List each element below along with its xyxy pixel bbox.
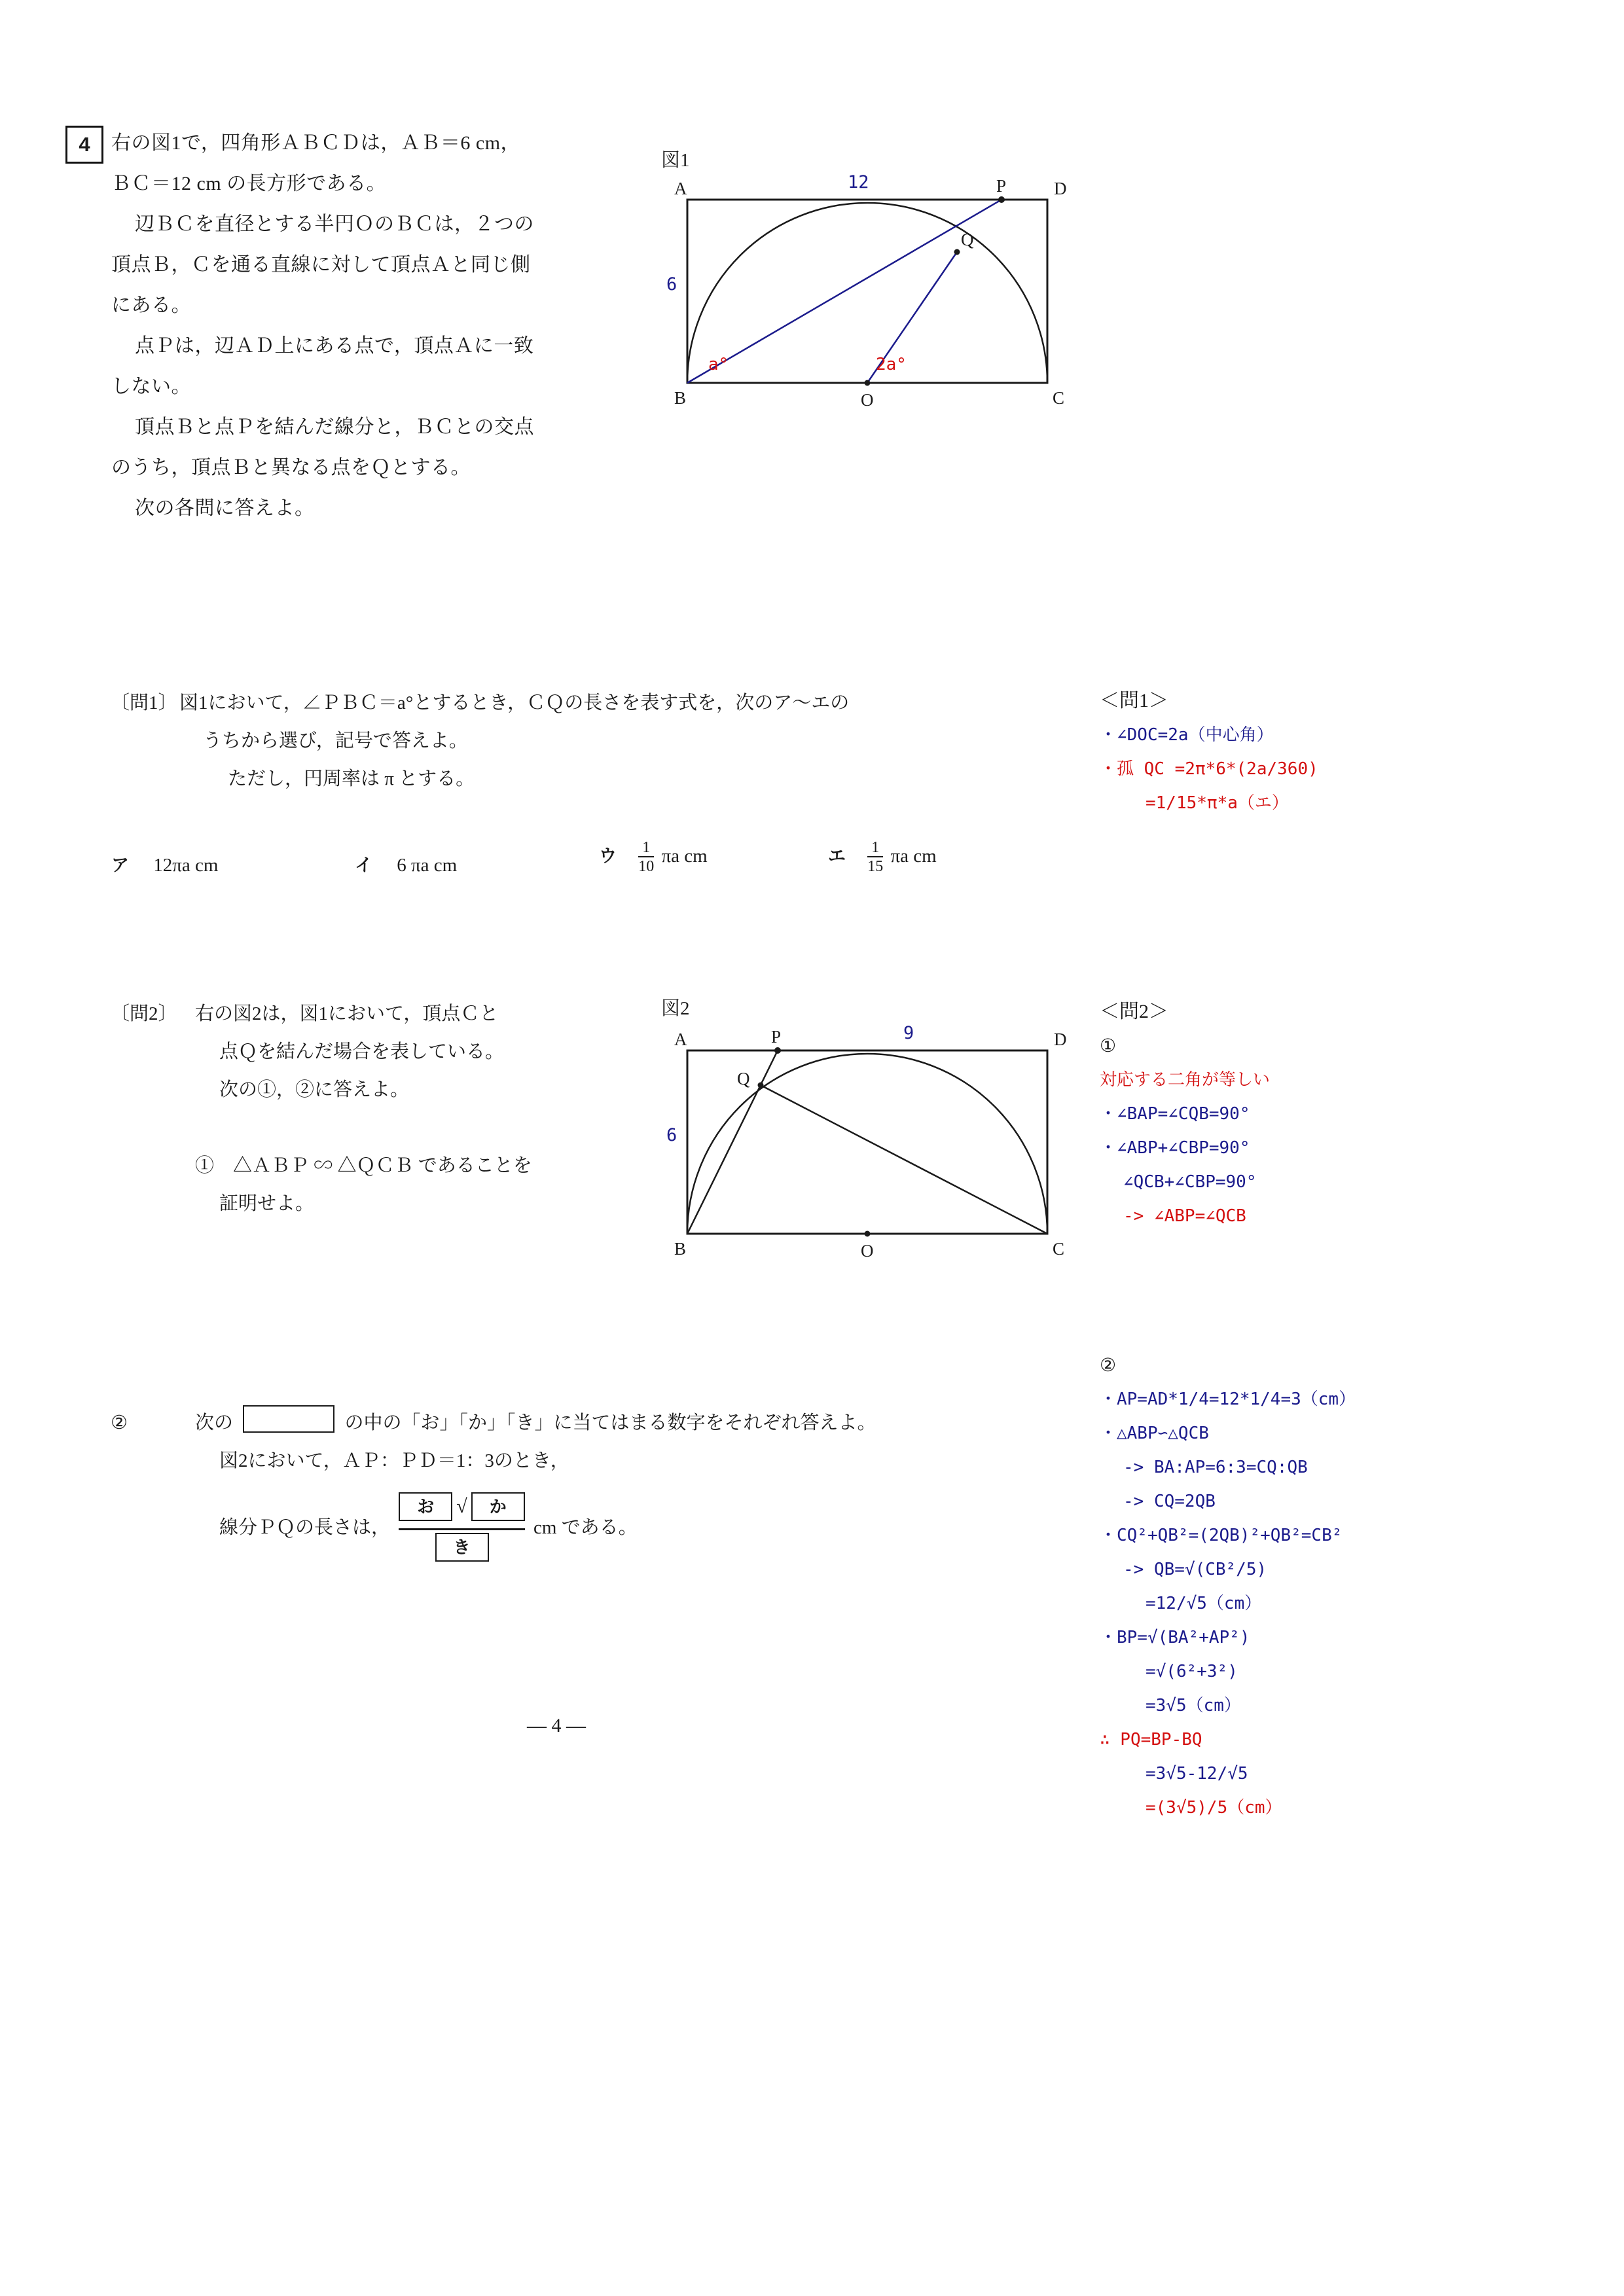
choice-b-text: 6 πa cm: [397, 855, 458, 876]
intro-line-9: のうち，頂点Ｂと異なる点をＱとする。: [111, 457, 471, 478]
choice-a-text: 12πa cm: [153, 855, 219, 876]
answer-q1-line-2: ・孤 QC =2π*6*(2a/360): [1100, 759, 1318, 779]
svg-text:2a°: 2a°: [876, 355, 907, 374]
question-2-sub2-marker: ②: [111, 1412, 128, 1433]
figure-2-caption: 図2: [661, 998, 690, 1019]
choice-b[interactable]: [355, 851, 457, 876]
question-2-sub2-line-1: [195, 1404, 876, 1442]
question-1-line-1: 図1において，∠ＰＢＣ＝a°とするとき，ＣＱの長さを表す式を，次のア～エの: [179, 692, 850, 713]
svg-text:Q: Q: [737, 1069, 750, 1088]
sub2-line3-text-b: cm である。: [533, 1517, 638, 1538]
question-1-line-3: ただし，円周率は π とする。: [228, 768, 475, 789]
figure-1: [661, 173, 1106, 435]
sub2-text-a: 次の: [195, 1412, 234, 1433]
choice-c[interactable]: [599, 839, 708, 876]
blank-o[interactable]: お: [399, 1492, 452, 1521]
question-2-sub1-line-2: 証明せよ。: [219, 1193, 315, 1214]
svg-text:P: P: [771, 1027, 782, 1047]
svg-text:O: O: [861, 390, 874, 410]
svg-text:B: B: [674, 388, 687, 408]
answer-q2-1-line-5: -> ∠ABP=∠QCB: [1123, 1206, 1246, 1226]
intro-line-5: にある。: [111, 295, 191, 316]
intro-line-1: 右の図1で，四角形ＡＢＣＤは，ＡＢ＝6 cm，: [111, 132, 521, 154]
intro-line-7: しない。: [111, 376, 191, 397]
answer-q1-heading: ＜問1＞: [1100, 690, 1168, 711]
choice-c-denominator: 10: [638, 856, 654, 876]
svg-text:P: P: [996, 176, 1007, 196]
answer-q2-2-line-6: -> QB=√(CB²/5): [1123, 1560, 1267, 1579]
question-2-sub1-line-1: ① △ＡＢＰ ∽ △ＱＣＢ であることを: [195, 1155, 532, 1176]
answer-blank-box[interactable]: [243, 1405, 334, 1433]
svg-text:D: D: [1054, 179, 1067, 198]
answer-q2-2-line-3: -> BA:AP=6:3=CQ:QB: [1123, 1458, 1308, 1477]
choice-d-numerator: 1: [871, 839, 880, 856]
choice-c-key: ウ: [599, 846, 617, 866]
blank-ki[interactable]: き: [435, 1533, 489, 1562]
answer-q2-sub1-marker: ①: [1100, 1035, 1117, 1056]
question-1-line-2: うちから選び，記号で答えよ。: [203, 730, 468, 751]
question-2-line-1: 右の図2は，図1において，頂点Ｃと: [195, 1003, 499, 1024]
answer-block-q2-2: [1100, 1348, 1597, 1825]
answer-q2-2-line-11: ∴ PQ=BP-BQ: [1100, 1730, 1202, 1749]
intro-line-6: 点Ｐは，辺ＡＤ上にある点で，頂点Ａに一致: [135, 335, 534, 357]
svg-text:12: 12: [848, 173, 869, 192]
answer-q2-2-line-7: =12/√5（cm）: [1146, 1594, 1262, 1613]
choice-a[interactable]: [111, 851, 218, 876]
svg-text:D: D: [1054, 1030, 1067, 1049]
problem-number: 4: [65, 126, 103, 164]
choice-b-key: イ: [355, 855, 372, 875]
svg-text:A: A: [674, 179, 687, 198]
figure-1-caption: 図1: [661, 150, 690, 171]
intro-line-8: 頂点Ｂと点Ｐを結んだ線分と，ＢＣとの交点: [135, 416, 534, 438]
answer-q2-1-line-3: ・∠ABP+∠CBP=90°: [1100, 1138, 1250, 1158]
figure-1-svg: [661, 173, 1106, 435]
answer-q2-sub2-marker: ②: [1100, 1354, 1117, 1376]
choice-d[interactable]: [828, 839, 937, 876]
answer-q2-2-line-13: =(3√5)/5（cm）: [1146, 1798, 1282, 1818]
sub2-line3-text-a: 線分ＰＱの長さは，: [219, 1517, 391, 1538]
svg-text:B: B: [674, 1239, 687, 1259]
question-2-label: 〔問2〕: [111, 1003, 177, 1024]
svg-text:6: 6: [666, 274, 677, 295]
choice-a-key: ア: [111, 855, 129, 875]
answer-q2-2-line-2: ・△ABP∽△QCB: [1100, 1424, 1209, 1443]
question-2-sub2-line-2: 図2において，ＡＰ：ＰＤ＝1：3のとき，: [219, 1450, 569, 1471]
answer-fraction-numerator: [399, 1488, 524, 1528]
answer-q2-1-line-2: ・∠BAP=∠CQB=90°: [1100, 1104, 1250, 1124]
figure-2-svg: [661, 1024, 1106, 1260]
question-2-line-2: 点Ｑを結んだ場合を表している。: [219, 1041, 505, 1062]
choice-d-fraction: [867, 839, 883, 876]
intro-line-3: 辺ＢＣを直径とする半円ＯのＢＣは，２つの: [135, 213, 534, 235]
answer-q2-2-line-5: ・CQ²+QB²=(2QB)²+QB²=CB²: [1100, 1526, 1343, 1545]
answer-q2-1-line-4: ∠QCB+∠CBP=90°: [1123, 1172, 1257, 1192]
svg-text:Q: Q: [961, 230, 974, 249]
sub2-text-b: の中の「お」「か」「き」に当てはまる数字をそれぞれ答えよ。: [344, 1412, 876, 1433]
svg-text:C: C: [1053, 388, 1065, 408]
svg-text:a°: a°: [708, 355, 729, 374]
answer-q2-2-line-1: ・AP=AD*1/4=12*1/4=3（cm）: [1100, 1390, 1356, 1409]
answer-fraction-denominator: [399, 1528, 524, 1562]
question-2-line-3: 次の①，②に答えよ。: [219, 1079, 410, 1100]
answer-q2-heading: ＜問2＞: [1100, 1001, 1168, 1022]
svg-text:9: 9: [903, 1024, 914, 1043]
intro-line-4: 頂点Ｂ，Ｃを通る直線に対して頂点Ａと同じ側: [111, 254, 531, 276]
intro-line-10: 次の各問に答えよ。: [135, 497, 315, 519]
svg-text:6: 6: [666, 1125, 677, 1145]
answer-q2-2-line-9: =√(6²+3²): [1146, 1662, 1238, 1681]
choice-d-denominator: 15: [867, 856, 883, 876]
choice-d-text: πa cm: [890, 846, 937, 867]
problem-intro: [111, 123, 641, 529]
radical-icon: √: [456, 1496, 467, 1517]
question-2-sub2-line-3: [219, 1488, 638, 1562]
answer-q2-1-line-1: 対応する二角が等しい: [1100, 1070, 1271, 1090]
answer-q2-2-line-8: ・BP=√(BA²+AP²): [1100, 1628, 1250, 1647]
svg-text:O: O: [861, 1241, 874, 1260]
answer-q1-line-1: ・∠DOC=2a（中心角）: [1100, 725, 1274, 745]
blank-ka[interactable]: か: [471, 1492, 525, 1521]
answer-block-q2-1: [1100, 995, 1597, 1233]
answer-q2-2-line-12: =3√5-12/√5: [1146, 1764, 1248, 1784]
intro-line-2: ＢＣ＝12 cm の長方形である。: [111, 173, 387, 194]
answer-q1-line-3: =1/15*π*a（エ）: [1146, 793, 1289, 813]
answer-q2-2-line-4: -> CQ=2QB: [1123, 1492, 1216, 1511]
figure-2: [661, 1024, 1106, 1260]
answer-block-q1: [1100, 684, 1597, 820]
answer-fraction: [399, 1488, 524, 1562]
choice-d-key: エ: [828, 846, 846, 866]
svg-text:A: A: [674, 1030, 687, 1049]
svg-text:C: C: [1053, 1239, 1065, 1259]
choice-c-numerator: 1: [642, 839, 651, 856]
choice-c-fraction: [638, 839, 654, 876]
page-number: ― 4 ―: [527, 1715, 586, 1736]
answer-q2-2-line-10: =3√5（cm）: [1146, 1696, 1241, 1715]
choice-c-text: πa cm: [661, 846, 708, 867]
question-1-label: 〔問1〕: [111, 692, 177, 713]
